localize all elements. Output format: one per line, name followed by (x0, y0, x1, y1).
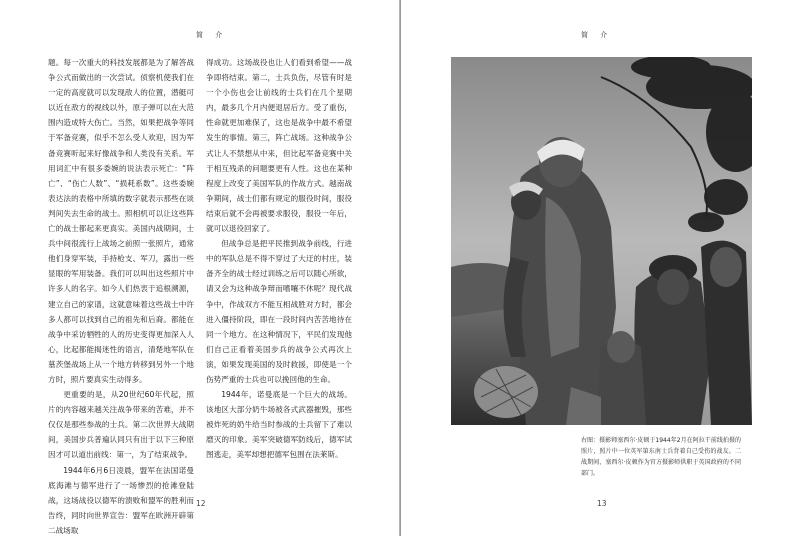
photo-caption: 右图：摄影师塞西尔·皮顿于1944年2月在阿拉干前线拍摄的照片，照片中一位英军第东南士兵背着自己受伤的战友。二战期间，塞西尔·皮顿作为官方摄影师供职于英国政府的不同部门。 (581, 437, 741, 477)
page-number: 12 (196, 499, 206, 508)
paragraph: 更重要的是，从20世纪60年代起，照片的内容越来越关注战争带来的苦难，并不仅仅是那些参战的士兵。第二次世界大战期间，美国步兵普遍认同只有出于以下三种原因才可以道出前线：第一，为了结束战争。 (48, 390, 194, 460)
text-column-1 (48, 55, 194, 538)
paragraph: 得成功。这场战役也让人们看到希望——战争即将结束。第二，士兵负伤，尽管有时是一个小伤也会让前线的士兵们在几个星期内，最多几个月内便退居后方。受了重伤，性命就更加难保了，这也是战争中最不希望发生的事情。第三，阵亡战场。这种战争公式让人不禁想从中来，但比起军备竞赛中关于相互残杀的问题要更有人性。这也在某种程度上改变了美国军队的作战方式。越南战争期间，战士们都有规定的服役时间，服役结束后就不会再被要求服役，服役一年后，就可以退役回家了。 (206, 58, 352, 234)
text-column-2 (206, 55, 352, 463)
left-page (0, 0, 399, 536)
war-photograph (451, 57, 752, 425)
running-head: 简 介 (196, 31, 228, 39)
page-number: 13 (597, 499, 607, 508)
right-page (401, 0, 800, 536)
paragraph: 1944年，诺曼底是一个巨大的战场。该地区大部分奶牛场被各式武器摧毁，那些被炸死的奶牛给当时参战的士兵留下了难以磨灭的印象。美军突破德军防线后，德军试图逃走，美军却想把德军包围在法莱斯。 (206, 390, 352, 460)
paragraph: 但战争总是把平民推到战争前线，行进中的军队总是不得不穿过了大迂的村庄，装备齐全的战士经过训练之后可以随心所欲，请又会为这种战争辩而嗜嚷不休呢？现代战争中，作战双方不能互相战胜对方时，都会进入僵持阶段，即在一段时间内苦苦地待在同一个地方。在这种情况下，平民们发现他们自己正看着美国步兵的战争公式再次上演，如果发现美国的及时救援，即使是一个伤势严重的士兵也可以挽回他的生命。 (206, 239, 352, 384)
running-head: 简 介 (581, 31, 613, 39)
paragraph: 1944年6月6日凌晨，盟军在法国诺曼底海滩与德军进行了一场惨烈的抢滩登陆战，这场战役以德军的溃败和盟军的胜利而告终，同时向世界宣告：盟军在欧洲开辟第二战场取 (48, 465, 194, 535)
paragraph: 题。每一次重大的科技发展都是为了解答战争公式而做出的一次尝试。侦察机使我们在一定的高度就可以发现敌人的位置，潜艇可以近在敌方的视线以外，原子弹可以在大范围内造成特大伤亡。当然，如果把战争等同于军备竞赛，似乎不怎么受人欢迎，因为军备竞赛听起来好像战争和人类没有关系。军用词汇中有很多委婉的说法表示死亡：“阵亡”、“伤亡人数”、“损耗系数”。这些委婉表达法的表格中所填的数字就表示那些在谈判间失去生命的战士。照相机可以让这些阵亡的战士都起来更真实。美国内战期间，士兵中间很流行上战场之前照一张照片，通常他们身穿军装，手持枪支、军刀，露出一些显眼的军用装备。我们可以叫出这些照片中许多人的名字。如今人们热衷于追根溯源，建立自己的家谱，这就意味着这些战士中许多人都可以找到自己的祖先和后裔。都能在战争中采访牺牲的人的历史变得更加深入人心，比起都能揭迷性的语言，清楚地军队在墓茨堡战场上从一个地方转移到另外一个地方时，照片要真实生动得多。 (48, 58, 194, 384)
